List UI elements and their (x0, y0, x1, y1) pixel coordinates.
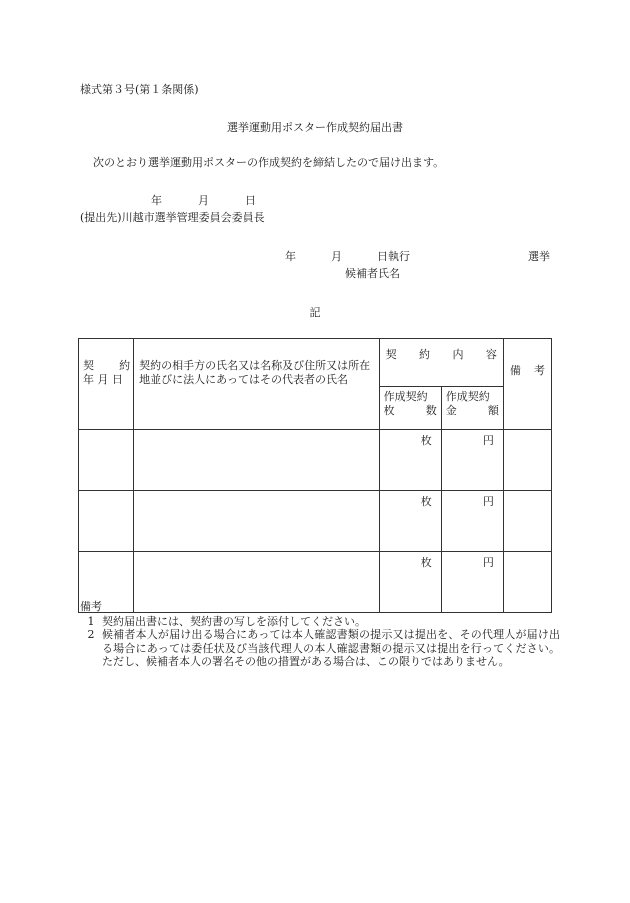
contract-party-cell[interactable] (134, 491, 380, 552)
table-header-row (79, 339, 552, 387)
contract-date-cell[interactable] (79, 430, 134, 491)
contract-amount-cell[interactable] (441, 430, 503, 491)
candidate-name-label: 候補者氏名 (345, 267, 400, 280)
submission-month-label: 月 (198, 194, 209, 207)
contract-date-header-char: 契 (83, 359, 94, 372)
amount-unit: 円 (482, 434, 494, 447)
poster-count-header-line1: 作成契約 (383, 389, 428, 403)
contract-amount-cell[interactable] (441, 491, 503, 552)
contract-date-header (79, 339, 134, 430)
election-day-label: 日執行 (377, 250, 410, 263)
contract-party-cell[interactable] (134, 430, 380, 491)
contract-party-header (134, 339, 380, 430)
amount-unit: 円 (482, 495, 494, 508)
contract-content-header-char: 内 (452, 348, 464, 361)
intro-text: 次のとおり選挙運動用ポスターの作成契約を締結したので届け出ます。 (93, 156, 445, 169)
submission-year-label: 年 (151, 194, 162, 207)
contract-party-header-text: 契約の相手方の氏名又は名称及び住所又は所在地並びに法人にあってはその代表者の氏名 (139, 359, 371, 387)
count-unit: 枚 (420, 434, 432, 447)
table-row (79, 430, 552, 491)
contract-content-header-char: 約 (419, 348, 431, 361)
contract-content-header-char: 契 (385, 348, 397, 361)
count-unit: 枚 (420, 556, 432, 569)
contract-date-header-char: 約 (119, 359, 131, 372)
election-month-label: 月 (331, 250, 342, 263)
remarks-cell[interactable] (503, 491, 551, 552)
amount-unit: 円 (482, 556, 494, 569)
remarks-header-char: 備 (509, 364, 521, 377)
contract-content-header-char: 容 (485, 348, 497, 361)
contract-amount-header-char: 額 (487, 404, 499, 418)
poster-count-cell[interactable] (379, 491, 441, 552)
election-label: 選挙 (528, 250, 550, 263)
contract-amount-header-char: 金 (445, 404, 457, 418)
contract-date-header-line2: 年 月 日 (83, 373, 123, 387)
note-number: 1 (87, 615, 95, 629)
poster-count-header-char: 数 (425, 404, 437, 418)
note-item (80, 628, 560, 668)
contract-table (78, 338, 552, 613)
form-number: 様式第３号(第１条関係) (80, 83, 199, 96)
poster-count-header-char: 枚 (383, 404, 395, 418)
note-text: 候補者本人が届け出る場合にあっては本人確認書類の提示又は提出を、その代理人が届け出る場合にあっては委任状及び当該代理人の本人確認書類の提示又は提出を行ってください。ただし、候補者本人の署名その他の措置がある場合は、この限りではありません。 (102, 628, 560, 668)
remarks-header-char: 考 (534, 364, 545, 377)
contract-amount-header-line1: 作成契約 (445, 389, 490, 403)
notes-heading: 備考 (80, 600, 102, 613)
note-item (80, 615, 560, 628)
remarks-header (503, 339, 551, 430)
contract-content-header (379, 339, 503, 387)
count-unit: 枚 (420, 495, 432, 508)
addressee: (提出先)川越市選挙管理委員会委員長 (80, 211, 265, 224)
contract-amount-header (441, 386, 503, 429)
note-number: 2 (87, 628, 95, 642)
remarks-cell[interactable] (503, 430, 551, 491)
note-text: 契約届出書には、契約書の写しを添付してください。 (102, 615, 366, 629)
ki-marker: 記 (309, 306, 321, 319)
document-title: 選挙運動用ポスター作成契約届出書 (227, 121, 403, 134)
notes-section (80, 600, 560, 668)
table-row (79, 491, 552, 552)
contract-date-cell[interactable] (79, 491, 134, 552)
poster-count-header (379, 386, 441, 429)
submission-day-label: 日 (245, 194, 256, 207)
election-year-label: 年 (285, 250, 296, 263)
poster-count-cell[interactable] (379, 430, 441, 491)
